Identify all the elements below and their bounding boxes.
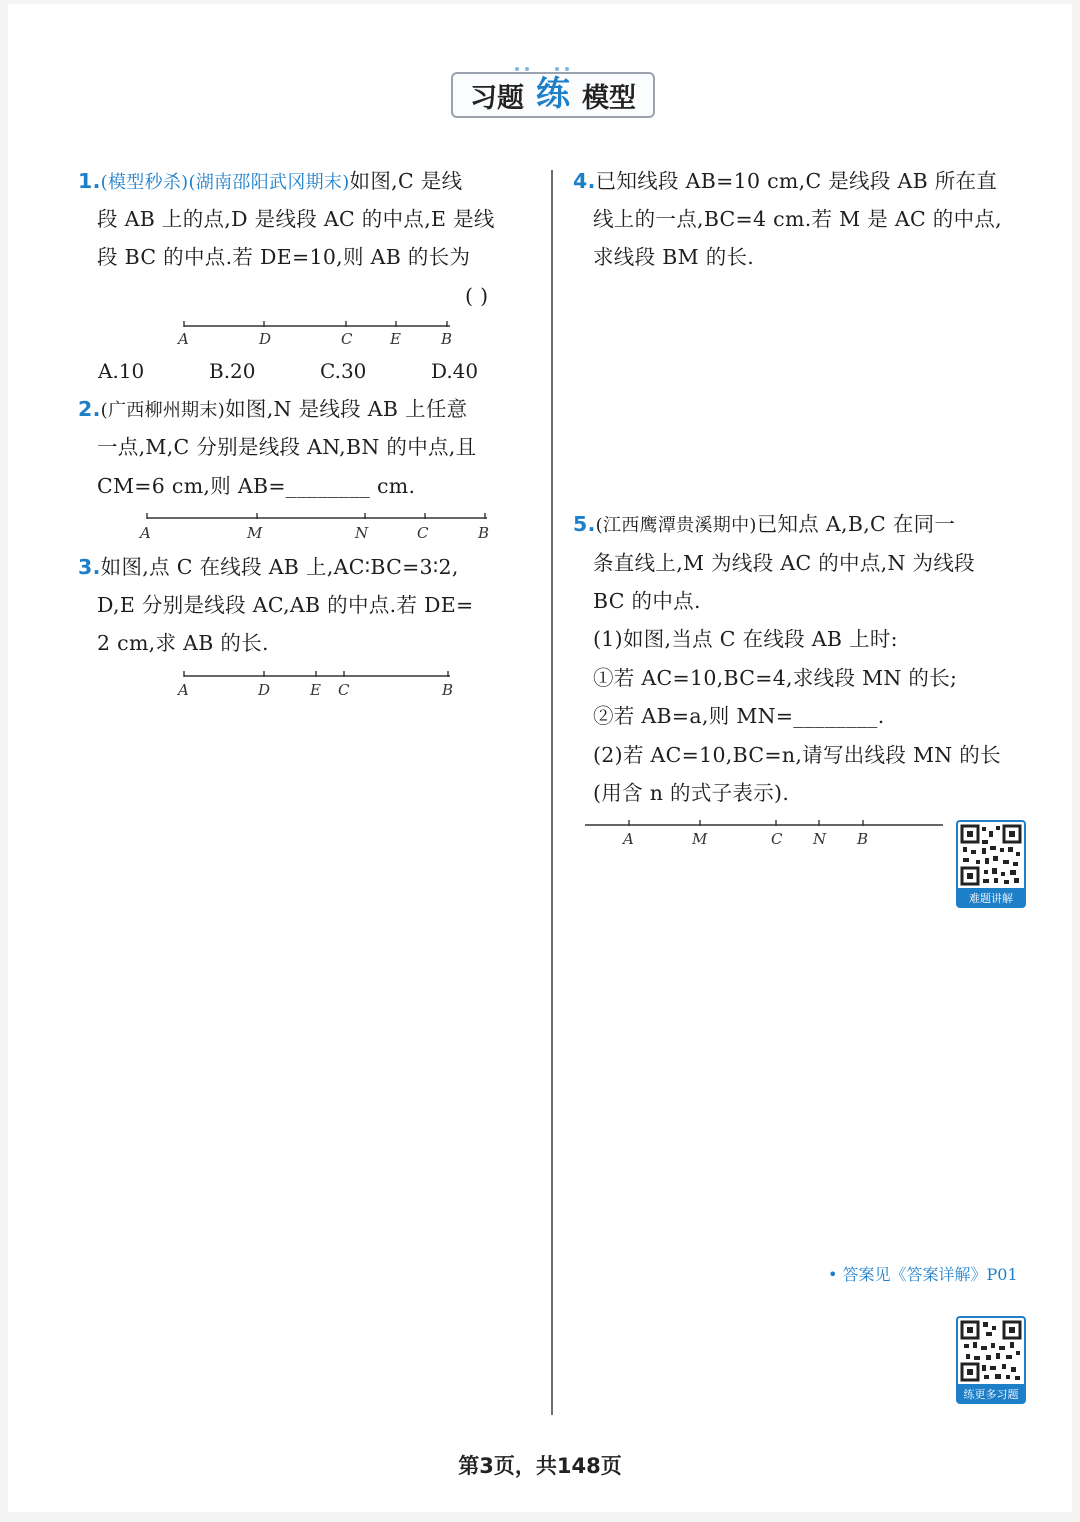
q5-figure	[583, 815, 945, 851]
q1-label-e: E	[390, 330, 401, 348]
q2-text1: 如图,N 是线段 AB 上任意	[225, 397, 468, 421]
q3-label-b: B	[442, 681, 454, 699]
qr-more-exercises-label: 练更多习题	[956, 1386, 1026, 1404]
q1-option-d: D.40	[431, 359, 479, 383]
q2-line3: CM=6 cm,则 AB=________ cm.	[97, 474, 416, 498]
q1-label-c: C	[341, 330, 353, 348]
q5-line8: (用含 n 的式子表示).	[593, 781, 790, 805]
q2-label-m: M	[247, 524, 263, 542]
q1-line2: 段 AB 上的点,D 是线段 AC 的中点,E 是线	[97, 207, 495, 231]
q5-line4: (1)如图,当点 C 在线段 AB 上时:	[593, 627, 898, 651]
q1-option-c: C.30	[320, 359, 367, 383]
q4-line1	[573, 162, 997, 200]
q2-number: 2.	[78, 397, 101, 421]
q1-answer-paren: ( )	[465, 284, 489, 308]
q2-label-b: B	[478, 524, 490, 542]
q1-label-d: D	[259, 330, 272, 348]
q3-label-a: A	[178, 681, 189, 699]
q3-text1: 如图,点 C 在线段 AB 上,AC∶BC=3∶2,	[100, 555, 459, 579]
q5-label-c: C	[771, 830, 783, 848]
q5-line1	[573, 505, 955, 545]
answer-reference: • 答案见《答案详解》P01	[828, 1265, 1018, 1284]
q5-line6: ②若 AB=a,则 MN=________.	[593, 704, 885, 728]
section-title	[451, 72, 655, 118]
q2-label-c: C	[417, 524, 429, 542]
q2-label-a: A	[140, 524, 151, 542]
q5-line5: ①若 AC=10,BC=4,求线段 MN 的长;	[593, 666, 958, 690]
title-right: 模型	[582, 82, 636, 114]
q5-line3: BC 的中点.	[593, 589, 701, 613]
q1-label-a: A	[178, 330, 189, 348]
q1-line1	[78, 162, 462, 202]
q2-label-n: N	[355, 524, 369, 542]
q5-line2: 条直线上,M 为线段 AC 的中点,N 为线段	[593, 551, 975, 575]
q1-text1: 如图,C 是线	[349, 169, 463, 193]
column-divider	[551, 170, 553, 1415]
q3-number: 3.	[78, 555, 101, 579]
q4-line2: 线上的一点,BC=4 cm.若 M 是 AC 的中点,	[593, 207, 1002, 231]
q5-label-m: M	[692, 830, 708, 848]
q4-line3: 求线段 BM 的长.	[593, 245, 755, 269]
q1-line3: 段 BC 的中点.若 DE=10,则 AB 的长为	[97, 245, 471, 269]
q5-line7: (2)若 AC=10,BC=n,请写出线段 MN 的长	[593, 743, 1001, 767]
qr-hard-problems[interactable]	[956, 820, 1026, 908]
q4-text1: 已知线段 AB=10 cm,C 是线段 AB 所在直	[595, 169, 998, 193]
q1-source: (模型秒杀)(湖南邵阳武冈期末)	[100, 172, 350, 193]
q3-figure	[170, 667, 470, 703]
q5-label-a: A	[623, 830, 634, 848]
q2-line2: 一点,M,C 分别是线段 AN,BN 的中点,且	[97, 435, 477, 459]
q3-label-e: E	[310, 681, 321, 699]
q1-label-b: B	[441, 330, 453, 348]
q5-text1: 已知点 A,B,C 在同一	[756, 512, 956, 536]
title-left: 习题	[470, 82, 524, 114]
q1-option-a: A.10	[98, 359, 145, 383]
q5-number: 5.	[573, 512, 596, 536]
q1-figure	[170, 314, 470, 350]
q2-source: (广西柳州期末)	[100, 400, 226, 421]
q5-source: (江西鹰潭贵溪期中)	[595, 515, 757, 536]
q5-label-b: B	[857, 830, 869, 848]
q2-figure	[135, 509, 505, 545]
q3-label-c: C	[338, 681, 350, 699]
q1-option-b: B.20	[209, 359, 256, 383]
q3-label-d: D	[258, 681, 271, 699]
qr-code-icon	[956, 820, 1026, 890]
q5-label-n: N	[813, 830, 827, 848]
q1-number: 1.	[78, 169, 101, 193]
qr-hard-problems-label: 难题讲解	[956, 890, 1026, 908]
qr-code-icon	[956, 1316, 1026, 1386]
q3-line2: D,E 分别是线段 AC,AB 的中点.若 DE=	[97, 593, 474, 617]
page-number: 第3页，共148页	[458, 1454, 622, 1478]
q3-line1	[78, 548, 459, 586]
qr-more-exercises[interactable]	[956, 1316, 1026, 1404]
q2-line1	[78, 390, 467, 430]
title-mid: 练	[536, 73, 570, 114]
q4-number: 4.	[573, 169, 596, 193]
q3-line3: 2 cm,求 AB 的长.	[97, 631, 269, 655]
